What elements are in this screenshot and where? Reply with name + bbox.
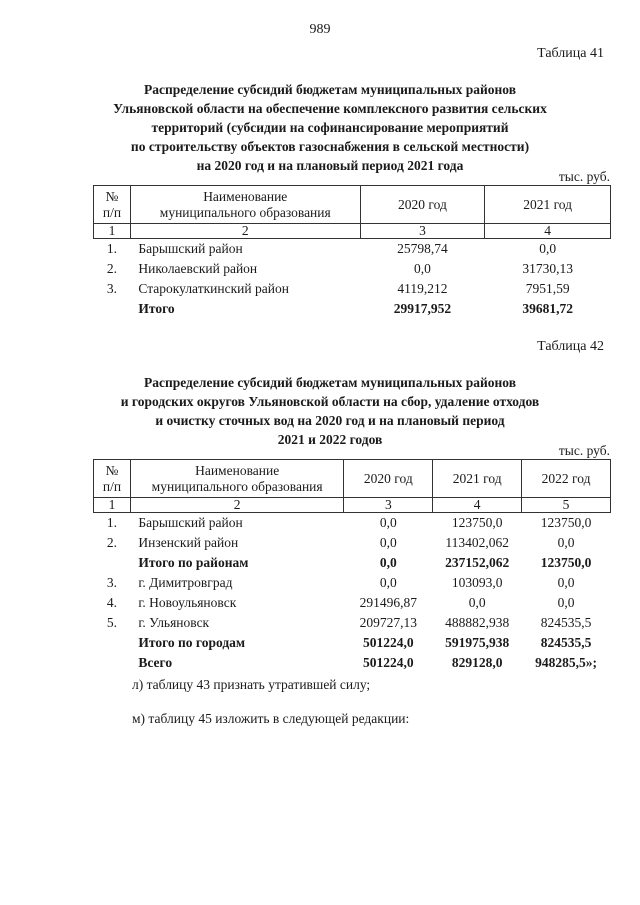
row-value-2021: 113402,062: [445, 535, 509, 550]
row-value-2020: 501224,0: [363, 655, 414, 670]
table-42: [93, 459, 611, 673]
row-value-2022: 0,0: [557, 535, 575, 550]
paragraph-m: м) таблицу 45 изложить в следующей редакции:: [132, 711, 410, 726]
row-no: 1.: [106, 515, 117, 530]
row-no: 2.: [106, 261, 118, 276]
column-number: 3: [360, 224, 485, 239]
row-value-2020: 0,0: [379, 555, 397, 570]
row-no: [94, 653, 131, 673]
row-value-2022: 0,0: [557, 595, 575, 610]
table-row: [94, 533, 611, 553]
table-41-column-numbers: [94, 224, 611, 239]
heading-line: Распределение субсидий бюджетам муниципальных районов: [143, 375, 517, 390]
header-no: № п/п: [94, 460, 131, 498]
heading-line: по строительству объектов газоснабжения в сельской местности): [130, 139, 530, 154]
table-41-label: Таблица 41: [537, 46, 604, 61]
table-row: [94, 279, 611, 299]
column-number: 4: [433, 498, 522, 513]
table-41: [93, 185, 611, 319]
table-41-total-row: [94, 299, 611, 319]
table-row: [94, 613, 611, 633]
heading-line: на 2020 год и на плановый период 2021 года: [196, 158, 464, 173]
row-value-2020: 0,0: [379, 515, 397, 530]
row-name: Барышский район: [138, 241, 243, 256]
header-2020: 2020 год: [360, 186, 485, 224]
row-value-2021: 31730,13: [522, 261, 573, 276]
row-value-2020: 0,0: [414, 261, 431, 276]
row-value-2020: 501224,0: [363, 635, 414, 650]
row-no: 4.: [106, 595, 117, 610]
header-2022: 2022 год: [522, 460, 611, 498]
row-value-2021: 591975,938: [445, 635, 510, 650]
row-value-2021: 829128,0: [451, 655, 503, 670]
column-number: 2: [130, 498, 344, 513]
column-number: 3: [344, 498, 433, 513]
row-value-2022: 123750,0: [540, 515, 592, 530]
row-no: 1.: [106, 241, 118, 256]
table-41-header-row: [94, 186, 611, 224]
row-value-2021: 0,0: [468, 595, 486, 610]
row-value-2022: 0,0: [557, 575, 575, 590]
row-value-2022: 123750,0: [540, 555, 592, 570]
row-value-2021: 237152,062: [445, 555, 510, 570]
row-no: 2.: [106, 535, 117, 550]
row-value-2022: 824535,5: [540, 635, 592, 650]
heading-line: территорий (субсидии на софинансирование мероприятий: [151, 120, 509, 135]
header-no: № п/п: [94, 186, 131, 224]
table-42-heading: [60, 373, 600, 449]
row-value-2022: 948285,5»;: [535, 655, 597, 670]
row-no: [94, 553, 131, 573]
heading-line: 2021 и 2022 годов: [277, 432, 383, 447]
row-name: г. Новоульяновск: [138, 595, 237, 610]
column-number: 1: [94, 498, 131, 513]
row-value-2021: 123750,0: [451, 515, 503, 530]
table-42-unit: тыс. руб.: [558, 443, 610, 458]
table-41-heading: [60, 80, 600, 175]
table-42-label: Таблица 42: [537, 339, 604, 354]
table-41-unit: тыс. руб.: [558, 169, 610, 184]
row-name: г. Димитровград: [138, 575, 233, 590]
row-name: Николаевский район: [138, 261, 258, 276]
row-value-2021: 39681,72: [522, 301, 573, 316]
row-no: 5.: [106, 615, 117, 630]
row-value-2020: 0,0: [379, 575, 397, 590]
table-42-header-row: [94, 460, 611, 498]
table-42-body: [94, 513, 611, 674]
row-name: Итого: [138, 301, 175, 316]
column-number: 4: [485, 224, 611, 239]
page-number: 989: [309, 22, 331, 37]
row-no: 3.: [106, 281, 118, 296]
row-value-2020: 209727,13: [359, 615, 417, 630]
row-value-2020: 29917,952: [393, 301, 452, 316]
row-value-2021: 103093,0: [451, 575, 503, 590]
header-2021: 2021 год: [433, 460, 522, 498]
column-number: 1: [94, 224, 131, 239]
heading-line: и очистку сточных вод на 2020 год и на плановый период: [155, 413, 505, 428]
header-2020: 2020 год: [344, 460, 433, 498]
row-name: Итого по районам: [138, 555, 249, 570]
row-value-2021: 0,0: [539, 241, 557, 256]
row-no: 3.: [106, 575, 117, 590]
column-number: 5: [522, 498, 611, 513]
table-subtotal-row: [94, 553, 611, 573]
table-42-column-numbers: [94, 498, 611, 513]
table-subtotal-row: [94, 653, 611, 673]
row-value-2020: 0,0: [379, 535, 397, 550]
table-row: [94, 513, 611, 534]
row-value-2020: 4119,212: [397, 281, 448, 296]
row-name: Итого по городам: [138, 635, 246, 650]
heading-line: Ульяновской области на обеспечение комплексного развития сельских: [113, 101, 547, 116]
row-no: [94, 299, 131, 319]
header-2021: 2021 год: [485, 186, 611, 224]
table-row: [94, 259, 611, 279]
table-subtotal-row: [94, 633, 611, 653]
row-name: Старокулаткинский район: [138, 281, 289, 296]
row-value-2021: 488882,938: [445, 615, 510, 630]
header-name: Наименование муниципального образования: [130, 186, 360, 224]
table-row: [94, 573, 611, 593]
row-value-2020: 25798,74: [397, 241, 448, 256]
heading-line: Распределение субсидий бюджетам муниципальных районов: [143, 82, 517, 97]
row-value-2022: 824535,5: [540, 615, 592, 630]
column-number: 2: [130, 224, 360, 239]
row-name: Барышский район: [138, 515, 243, 530]
row-no: [94, 633, 131, 653]
row-name: Всего: [138, 655, 173, 670]
row-name: г. Ульяновск: [138, 615, 210, 630]
row-name: Инзенский район: [138, 535, 239, 550]
header-name: Наименование муниципального образования: [130, 460, 344, 498]
table-row: [94, 239, 611, 260]
paragraph-l: л) таблицу 43 признать утратившей силу;: [132, 677, 371, 692]
row-value-2021: 7951,59: [525, 281, 570, 296]
row-value-2020: 291496,87: [359, 595, 417, 610]
heading-line: и городских округов Ульяновской области на сбор, удаление отходов: [120, 394, 540, 409]
table-row: [94, 593, 611, 613]
